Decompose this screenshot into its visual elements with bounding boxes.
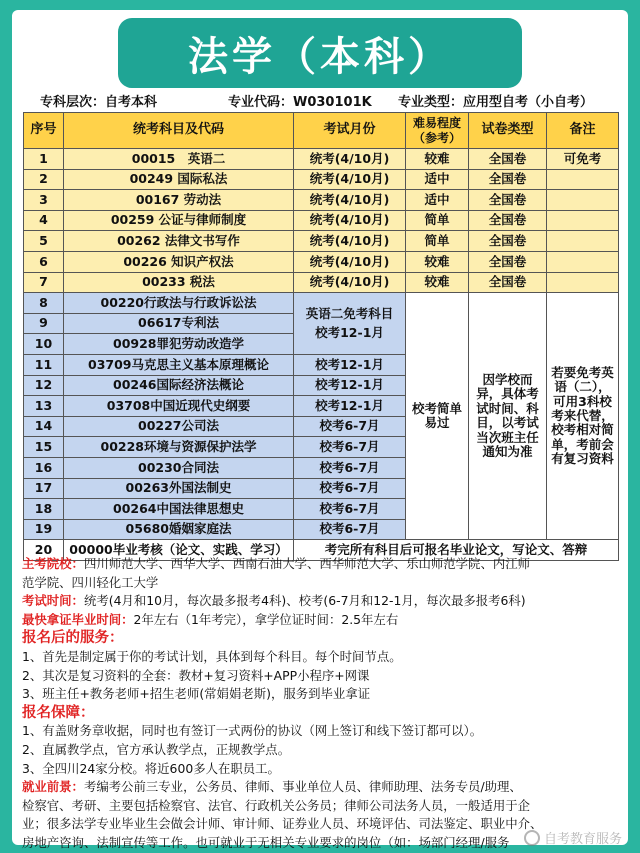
row-paper: 全国卷	[469, 169, 547, 190]
header-subject: 统考科目及代码	[64, 113, 294, 149]
table-row	[24, 231, 619, 252]
row-remark	[547, 190, 619, 211]
row-paper: 全国卷	[469, 231, 547, 252]
career-line-2: 检察官、考研、主要包括检察官、法官、行政机关公务员；律师公司法务人员，一般适用于企	[22, 797, 531, 813]
row-difficulty: 简单	[406, 231, 469, 252]
school-label: 主考院校：	[22, 556, 84, 571]
course-table	[23, 112, 619, 561]
row-no: 13	[24, 396, 64, 417]
row-difficulty: 较难	[406, 149, 469, 170]
header-remark: 备注	[547, 113, 619, 149]
meta-code: 专业代码：W030101K	[228, 95, 372, 110]
row-difficulty: 适中	[406, 169, 469, 190]
career-line-3: 业；很多法学专业毕业生会做会计师、审计师、证券业人员、环境评估、司法鉴定、职业中介、	[22, 816, 543, 832]
career-label: 就业前景：	[22, 779, 84, 795]
table-header	[24, 113, 619, 149]
row-subject: 00259 公证与律师制度	[64, 210, 294, 231]
service-item: 3、班主任+教务老师+招生老师(常娟娟老斯)，服务到毕业拿证	[22, 686, 371, 702]
row-month: 统考(4/10月)	[294, 169, 406, 190]
row-subject: 00263外国法制史	[64, 478, 294, 499]
row-month: 校考6-7月	[294, 437, 406, 458]
row-remark	[547, 169, 619, 190]
row-no: 9	[24, 313, 64, 334]
merged-month-cell: 英语二免考科目校考12-1月	[294, 293, 406, 355]
guarantee-title	[22, 704, 622, 723]
row-month: 校考12-1月	[294, 354, 406, 375]
service-item: 2、其次是复习资料的全套：教材+复习资料+APP小程序+网课	[22, 667, 370, 683]
row-month: 校考12-1月	[294, 396, 406, 417]
title-banner	[118, 18, 522, 88]
row-no: 7	[24, 272, 64, 293]
row-subject: 00228环境与资源保护法学	[64, 437, 294, 458]
row-paper: 全国卷	[469, 251, 547, 272]
header-month: 考试月份	[294, 113, 406, 149]
fast-text: 2年左右（1年考完），拿学位证时间：2.5年左右	[133, 611, 399, 627]
row-month: 校考6-7月	[294, 457, 406, 478]
row-difficulty: 适中	[406, 190, 469, 211]
table-row	[24, 149, 619, 170]
program-meta	[22, 91, 622, 109]
row-no: 1	[24, 149, 64, 170]
row-remark	[547, 210, 619, 231]
row-no: 10	[24, 334, 64, 355]
row-no: 19	[24, 519, 64, 540]
row-month: 统考(4/10月)	[294, 190, 406, 211]
row-subject: 00167 劳动法	[64, 190, 294, 211]
row-no: 6	[24, 251, 64, 272]
row-no: 4	[24, 210, 64, 231]
row-subject: 00227公司法	[64, 416, 294, 437]
table-row	[24, 251, 619, 272]
row-no: 14	[24, 416, 64, 437]
watermark-logo-icon	[524, 830, 540, 846]
header-paper: 试卷类型	[469, 113, 547, 149]
table-row	[24, 190, 619, 211]
row-no: 12	[24, 375, 64, 396]
row-month: 校考6-7月	[294, 519, 406, 540]
row-no: 17	[24, 478, 64, 499]
row-month: 校考12-1月	[294, 375, 406, 396]
row-subject: 00233 税法	[64, 272, 294, 293]
row-paper: 全国卷	[469, 149, 547, 170]
service-item: 1、首先是制定属于你的考试计划，具体到每个科目。每个时间节点。	[22, 648, 402, 664]
fast-label: 最快拿证毕业时间：	[22, 611, 134, 627]
row-paper: 全国卷	[469, 210, 547, 231]
table-row	[24, 293, 619, 314]
info-section	[22, 555, 622, 853]
row-subject: 00264中国法律思想史	[64, 499, 294, 520]
exam-text: 统考(4月和10月，每次最多报考4科)、校考(6-7月和12-1月，每次最多报考6科)	[83, 593, 526, 609]
easy-note: 校考简单易过	[406, 293, 469, 540]
row-no: 16	[24, 457, 64, 478]
exam-time-line	[22, 592, 622, 611]
row-difficulty: 简单	[406, 210, 469, 231]
row-remark	[547, 231, 619, 252]
paper-type-note: 因学校而异，具体考试时间、科目，以考试当次班主任通知为准	[469, 293, 547, 540]
row-month: 统考(4/10月)	[294, 272, 406, 293]
guarantee-item: 1、有盖财务章收据，同时也有签订一式两份的协议（网上签订和线下签订都可以）。	[22, 723, 483, 739]
row-subject: 00928罪犯劳动改造学	[64, 334, 294, 355]
row-month: 校考6-7月	[294, 478, 406, 499]
school-line-2: 范学院、四川轻化工大学	[22, 574, 159, 590]
row-subject: 03709马克思主义基本原理概论	[64, 354, 294, 375]
row-subject: 00220行政法与行政诉讼法	[64, 293, 294, 314]
watermark-text: 自考教育服务	[543, 832, 622, 847]
row-paper: 全国卷	[469, 190, 547, 211]
row-no: 3	[24, 190, 64, 211]
service-title	[22, 629, 622, 648]
row-no: 15	[24, 437, 64, 458]
meta-type: 专业类型：应用型自考（小自考）	[398, 95, 594, 110]
row-month: 统考(4/10月)	[294, 210, 406, 231]
guarantee-item: 2、直属教学点，官方承认教学点，正规教学点。	[22, 741, 291, 757]
row-month: 统考(4/10月)	[294, 149, 406, 170]
row-subject: 06617专利法	[64, 313, 294, 334]
school-text: 四川师范大学、西华大学、西南石油大学、西华师范大学、乐山师范学院、内江师	[83, 556, 531, 571]
row-subject: 00226 知识产权法	[64, 251, 294, 272]
row-difficulty: 较难	[406, 272, 469, 293]
page-title: 法学（本科）	[188, 33, 452, 80]
row-subject: 00015 英语二	[64, 149, 294, 170]
row-subject: 03708中国近现代史纲要	[64, 396, 294, 417]
row-month: 校考6-7月	[294, 416, 406, 437]
career-line-1	[22, 778, 622, 797]
guarantee-title-text: 报名保障：	[22, 704, 95, 721]
final-row-note: 考完所有科目后可报名毕业论文，写论文、答辩	[294, 540, 619, 561]
row-subject: 00249 国际私法	[64, 169, 294, 190]
row-remark	[547, 251, 619, 272]
row-subject: 00262 法律文书写作	[64, 231, 294, 252]
row-paper: 全国卷	[469, 272, 547, 293]
table-row	[24, 210, 619, 231]
header-no: 序号	[24, 113, 64, 149]
row-no: 18	[24, 499, 64, 520]
fast-graduation-line	[22, 611, 622, 630]
row-difficulty: 较难	[406, 251, 469, 272]
row-no: 20	[24, 540, 64, 561]
remark-note: 若要免考英语（二），可用3科校考来代替，校考相对简单，考前会有复习资料	[547, 293, 619, 540]
header-difficulty: 难易程度（参考）	[406, 113, 469, 149]
row-subject: 05680婚姻家庭法	[64, 519, 294, 540]
meta-level: 专科层次：自考本科	[40, 95, 158, 110]
row-subject: 00000毕业考核（论文、实践、学习）	[64, 540, 294, 561]
table-row	[24, 169, 619, 190]
career-line-4: 房地产咨询、法制宣传等工作。也可就业于无相关专业要求的岗位（如：场部门经理/服务	[22, 834, 510, 850]
row-remark: 可免考	[547, 149, 619, 170]
career-text: 考编考公前三专业，公务员、律师、事业单位人员、律师助理、法务专员/助理、	[83, 779, 522, 795]
row-no: 5	[24, 231, 64, 252]
exam-label: 考试时间：	[22, 593, 84, 609]
row-month: 校考6-7月	[294, 499, 406, 520]
service-title-text: 报名后的服务：	[22, 630, 124, 647]
watermark	[524, 828, 622, 847]
row-no: 2	[24, 169, 64, 190]
row-subject: 00230合同法	[64, 457, 294, 478]
table-row	[24, 272, 619, 293]
row-no: 11	[24, 354, 64, 375]
row-no: 8	[24, 293, 64, 314]
row-subject: 00246国际经济法概论	[64, 375, 294, 396]
guarantee-item: 3、全四川24家分校。将近600多人在职员工。	[22, 760, 280, 776]
row-month: 统考(4/10月)	[294, 251, 406, 272]
row-remark	[547, 272, 619, 293]
row-month: 统考(4/10月)	[294, 231, 406, 252]
school-line-1	[22, 555, 622, 574]
